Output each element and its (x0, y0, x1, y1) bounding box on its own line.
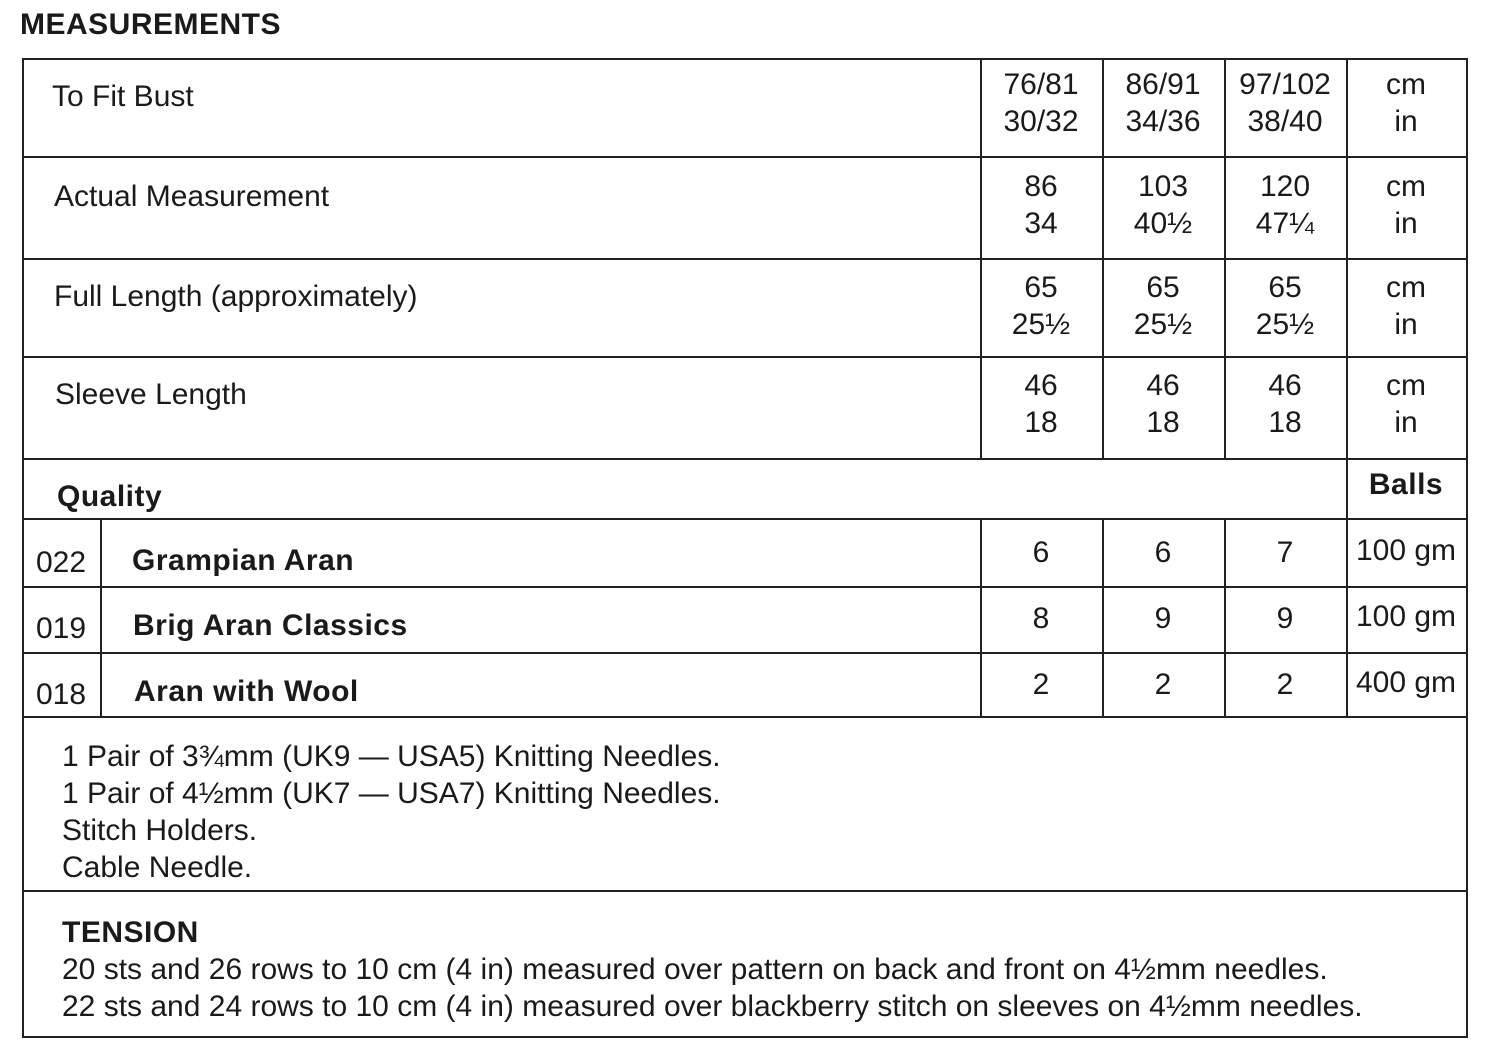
size-3-value (1224, 367, 1346, 441)
unit-in: in (1394, 207, 1418, 240)
page-title: MEASUREMENTS (20, 8, 282, 41)
tension-line: 22 sts and 24 rows to 10 cm (4 in) measured over blackberry stitch on sleeves on 4½mm needles. (62, 990, 1363, 1023)
row-divider (22, 586, 1468, 588)
yarn-code: 018 (35, 678, 87, 711)
unit-in: in (1394, 406, 1418, 439)
in-value: 34/36 (1125, 105, 1201, 138)
row-divider (22, 716, 1468, 718)
column-divider (100, 518, 102, 716)
cm-value: 65 (1268, 271, 1302, 304)
yarn-name: Aran with Wool (134, 675, 359, 708)
size-2-value (1102, 168, 1224, 242)
yarn-code: 022 (35, 546, 87, 579)
ball-count: 9 (1154, 602, 1172, 635)
in-value: 25½ (1133, 308, 1193, 341)
row-divider (22, 652, 1468, 654)
unit-cm: cm (1386, 369, 1426, 402)
tension-line: 20 sts and 26 rows to 10 cm (4 in) measured over pattern on back and front on 4½mm needles. (62, 953, 1328, 986)
row-divider (22, 356, 1468, 358)
ball-weight: 100 gm (1355, 600, 1457, 633)
in-value: 30/32 (1003, 105, 1079, 138)
unit-cm: cm (1386, 68, 1426, 101)
material-item: Stitch Holders. (62, 814, 258, 847)
row-label: Actual Measurement (54, 180, 330, 213)
ball-weight: 100 gm (1355, 534, 1457, 567)
ball-count: 6 (1032, 536, 1050, 569)
material-item: 1 Pair of 4½mm (UK7 — USA7) Knitting Needles. (62, 777, 721, 810)
cm-value: 65 (1146, 271, 1180, 304)
cm-value: 65 (1024, 271, 1058, 304)
yarn-name: Grampian Aran (132, 544, 355, 577)
in-value: 18 (1146, 406, 1180, 439)
size-3-value (1224, 168, 1346, 242)
unit-in: in (1394, 308, 1418, 341)
in-value: 25½ (1011, 308, 1071, 341)
in-value: 47¼ (1255, 207, 1315, 240)
row-label: To Fit Bust (52, 80, 194, 113)
cm-value: 86 (1024, 170, 1058, 203)
size-3-value (1224, 66, 1346, 140)
unit-in: in (1394, 105, 1418, 138)
ball-count: 2 (1276, 668, 1294, 701)
in-value: 40½ (1133, 207, 1193, 240)
size-1-value (980, 367, 1102, 441)
unit-label (1346, 66, 1466, 140)
size-2-value (1102, 367, 1224, 441)
row-divider (22, 458, 1468, 460)
ball-weight: 400 gm (1355, 666, 1457, 699)
size-1-value (980, 269, 1102, 343)
ball-count: 2 (1032, 668, 1050, 701)
row-label: Full Length (approximately) (54, 280, 418, 313)
in-value: 38/40 (1247, 105, 1323, 138)
ball-count: 8 (1032, 602, 1050, 635)
size-3-value (1224, 269, 1346, 343)
yarn-code: 019 (35, 612, 87, 645)
ball-count: 9 (1276, 602, 1294, 635)
cm-value: 86/91 (1125, 68, 1201, 101)
unit-label (1346, 168, 1466, 242)
materials-list (62, 738, 721, 886)
material-item: 1 Pair of 3¾mm (UK9 — USA5) Knitting Needles. (62, 740, 721, 773)
ball-count: 2 (1154, 668, 1172, 701)
tension-section (62, 914, 1363, 1025)
size-1-value (980, 168, 1102, 242)
ball-count: 7 (1276, 536, 1294, 569)
cm-value: 120 (1259, 170, 1311, 203)
row-divider (22, 258, 1468, 260)
in-value: 18 (1268, 406, 1302, 439)
in-value: 25½ (1255, 308, 1315, 341)
cm-value: 97/102 (1239, 68, 1331, 101)
quality-header: Quality (57, 480, 163, 513)
cm-value: 46 (1268, 369, 1302, 402)
in-value: 34 (1024, 207, 1058, 240)
yarn-name: Brig Aran Classics (133, 609, 408, 642)
row-divider (22, 156, 1468, 158)
tension-title: TENSION (62, 916, 199, 949)
size-2-value (1102, 269, 1224, 343)
balls-header: Balls (1368, 468, 1444, 501)
ball-count: 6 (1154, 536, 1172, 569)
cm-value: 76/81 (1003, 68, 1079, 101)
unit-cm: cm (1386, 170, 1426, 203)
size-1-value (980, 66, 1102, 140)
unit-label (1346, 367, 1466, 441)
cm-value: 46 (1146, 369, 1180, 402)
unit-label (1346, 269, 1466, 343)
cm-value: 46 (1024, 369, 1058, 402)
row-divider (22, 890, 1468, 892)
cm-value: 103 (1137, 170, 1189, 203)
unit-cm: cm (1386, 271, 1426, 304)
in-value: 18 (1024, 406, 1058, 439)
size-2-value (1102, 66, 1224, 140)
row-label: Sleeve Length (55, 378, 247, 411)
material-item: Cable Needle. (62, 851, 253, 884)
row-divider (22, 518, 1468, 520)
